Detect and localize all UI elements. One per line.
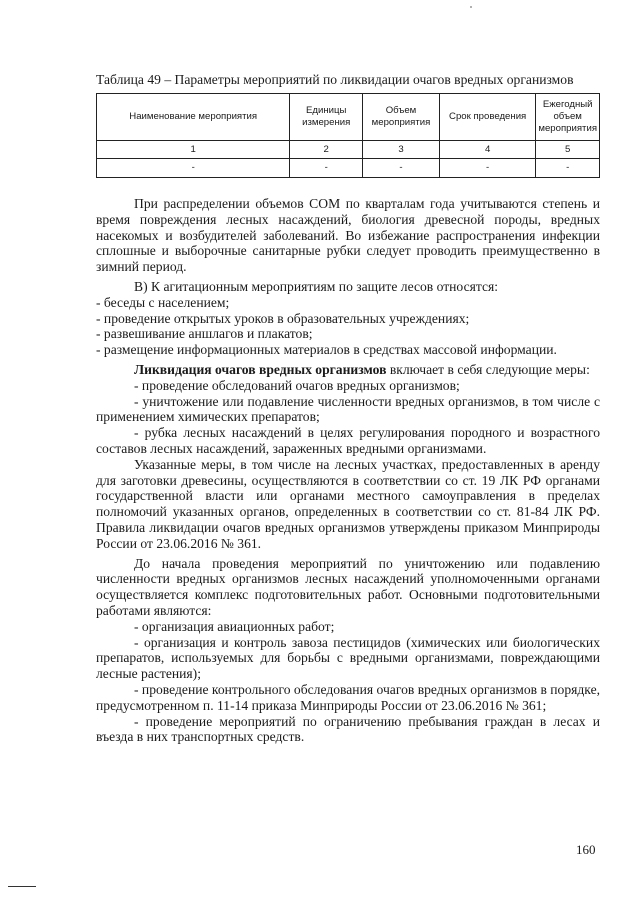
body-text: [96, 196, 600, 745]
list-item: - проведение мероприятий по ограничению пребывания граждан в лесах и въезда в них транспортных средств.: [96, 713, 600, 745]
liquidation-heading: Ликвидация очагов вредных организмов: [134, 361, 387, 377]
header-term: Срок проведения: [439, 94, 535, 141]
page-number: 160: [576, 842, 596, 857]
list-item: - проведение контрольного обследования очагов вредных организмов в порядке, предусмотренном п. 11-14 приказа Минприроды России от 23.06.2016 № 361;: [96, 681, 600, 713]
list-item: - организация и контроль завоза пестицидов (химических или биологических препаратов, используемых для борьбы с вредными организмами, повреждающими лесные растения);: [96, 634, 600, 682]
col-num-4: 4: [439, 141, 535, 159]
col-num-3: 3: [363, 141, 440, 159]
paragraph-som-distribution: При распределении объемов СОМ по кварталам года учитываются степень и время повреждения лесных насаждений, биология древесной породы, вредных насекомых и возбудителей заболеваний. Во избежание распространения инфекции сплошные и выборочные санитарные рубки следует проводить преимущественно в зимний период.: [96, 196, 600, 275]
header-volume: Объем мероприятия: [363, 94, 440, 141]
paragraph-legal-basis: Указанные меры, в том числе на лесных участках, предоставленных в аренду для заготовки древесины, осуществляются в соответствии со ст. 19 ЛК РФ органами государственной власти или органами местного самоуправления в пределах полномочий указанных органов, определенных в соответствии со ст. 81-84 ЛК РФ. Правила ликвидации очагов вредных организмов утверждены приказом Минприроды России от 23.06.2016 № 361.: [96, 456, 600, 551]
table-cell: -: [290, 159, 363, 178]
table-cell: -: [439, 159, 535, 178]
list-item: - проведение обследований очагов вредных организмов;: [134, 377, 460, 393]
header-annual-volume: Ежегодный объем мероприятия: [536, 94, 600, 141]
list-item: - размещение информационных материалов в средствах массовой информации.: [96, 342, 557, 358]
table-caption: Таблица 49 – Параметры мероприятий по ликвидации очагов вредных организмов: [96, 71, 574, 87]
table-cell: -: [536, 159, 600, 178]
table-header-row: [97, 94, 600, 141]
table-cell: -: [97, 159, 290, 178]
measures-table: [96, 93, 600, 178]
col-num-1: 1: [97, 141, 290, 159]
table-row: [97, 159, 600, 178]
paragraph-liquidation-intro: [96, 362, 600, 378]
paragraph-agitation-intro: В) К агитационным мероприятиям по защите лесов относятся:: [134, 278, 499, 294]
paragraph-preparatory-intro: До начала проведения мероприятий по уничтожению или подавлению численности вредных организмов лесных насаждений уполномоченными органами осуществляется комплекс подготовительных работ. Основными подготовительными работами являются:: [96, 555, 600, 618]
header-name: Наименование мероприятия: [97, 94, 290, 141]
scan-corner-line: [8, 886, 36, 887]
table-number-row: [97, 141, 600, 159]
list-item: - проведение открытых уроков в образовательных учреждениях;: [96, 310, 470, 326]
liquidation-intro-text: включает в себя следующие меры:: [386, 361, 590, 377]
list-item: - организация авиационных работ;: [134, 618, 335, 634]
col-num-5: 5: [536, 141, 600, 159]
scan-speck: [470, 6, 472, 8]
list-item: - развешивание аншлагов и плакатов;: [96, 326, 313, 342]
list-item: - рубка лесных насаждений в целях регулирования породного и возрастного составов лесных насаждений, зараженных вредными организмами.: [96, 425, 600, 456]
list-item: - уничтожение или подавление численности вредных организмов, в том числе с применением химических препаратов;: [96, 393, 600, 425]
table-cell: -: [363, 159, 440, 178]
list-item: - беседы с населением;: [96, 294, 230, 310]
col-num-2: 2: [290, 141, 363, 159]
header-units: Единицы измерения: [290, 94, 363, 141]
